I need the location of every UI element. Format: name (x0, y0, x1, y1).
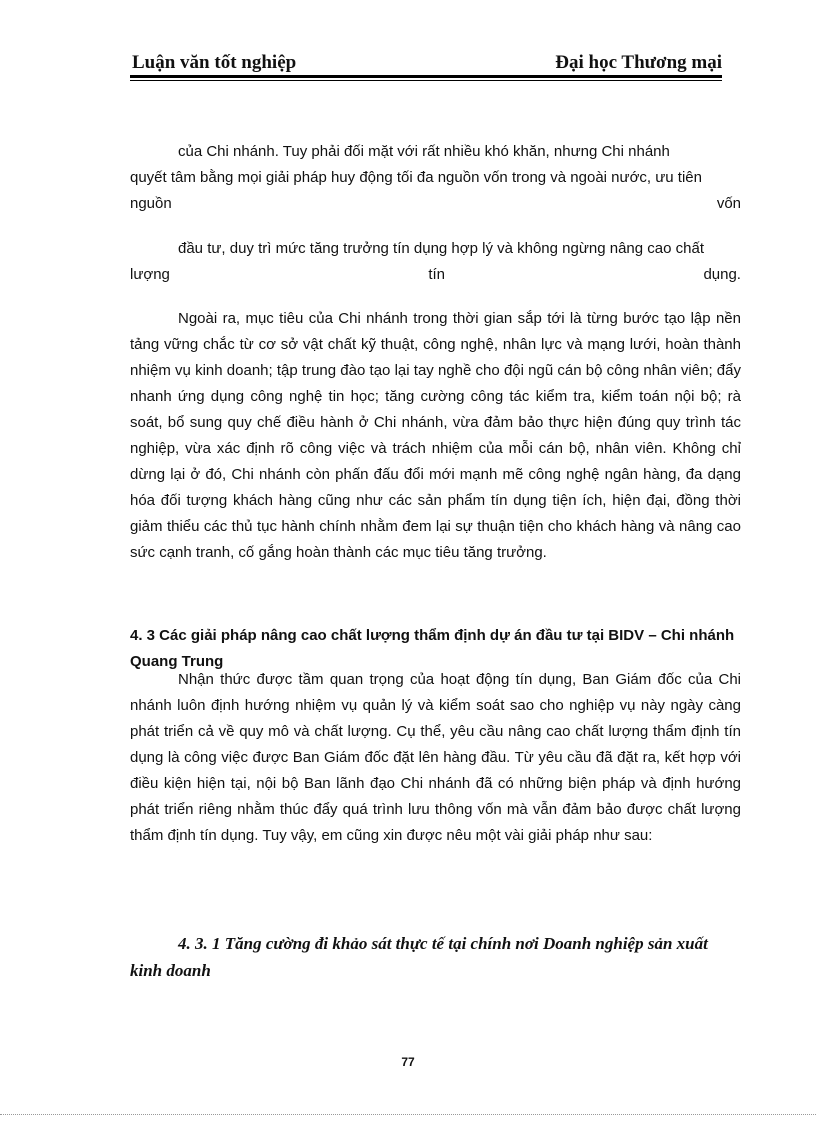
paragraph-2-cont (130, 262, 741, 288)
paragraph-1-line-1: của Chi nhánh. Tuy phải đối mặt với rất nhiều khó khăn, nhưng Chi nhánh (178, 143, 670, 160)
header-rule-thin (130, 80, 722, 81)
word-dung: dụng. (703, 266, 741, 283)
paragraph-3: Ngoài ra, mục tiêu của Chi nhánh trong thời gian sắp tới là từng bước tạo lập nền tảng vững chắc từ cơ sở vật chất kỹ thuật, công nghệ, nhân lực và mạng lưới, hoàn thành nhiệm vụ kinh doanh; tập trung đào tạo lại tay nghề cho đội ngũ cán bộ công nhân viên; đẩy nhanh ứng dụng công nghệ tin học; tăng cường công tác kiểm tra, kiểm toán nội bộ; rà soát, bổ sung quy chế điều hành ở Chi nhánh, vừa đảm bảo thực hiện đúng quy trình tác nghiệp, vừa xác định rõ công việc và trách nhiệm của mỗi cán bộ, nhân viên. Không chỉ dừng lại ở đó, Chi nhánh còn phấn đấu đổi mới mạnh mẽ công nghệ ngân hàng, đa dạng hóa đối tượng khách hàng cũng như các sản phẩm tín dụng tiện ích, hiện đại, đồng thời giảm thiểu các thủ tục hành chính nhằm đem lại sự thuận tiện cho khách hàng và nâng cao sức cạnh tranh, cố gắng hoàn thành các mục tiêu tăng trưởng. (130, 310, 741, 561)
section-heading-4-3: 4. 3 Các giải pháp nâng cao chất lượng thẩm định dự án đầu tư tại BIDV – Chi nhánh Quang Trung (130, 627, 735, 670)
paragraph-1 (178, 139, 741, 165)
paragraph-1-cont (130, 165, 741, 217)
running-header (130, 52, 722, 76)
header-rule (130, 75, 722, 78)
word-luong: lượng (130, 266, 170, 283)
word-nguon: nguồn (130, 195, 172, 212)
paragraph-4: Nhận thức được tầm quan trọng của hoạt động tín dụng, Ban Giám đốc của Chi nhánh luôn định hướng nhiệm vụ quản lý và kiểm soát sao cho nghiệp vụ này ngày càng phát triển cả về quy mô và chất lượng. Cụ thể, yêu cầu nâng cao chất lượng thẩm định tín dụng là công việc được Ban Giám đốc đặt lên hàng đầu. Từ yêu cầu đã đặt ra, kết hợp với điều kiện hiện tại, nội bộ Ban lãnh đạo Chi nhánh đã có những biện pháp và định hướng phát triển riêng nhằm thúc đẩy quá trình lưu thông vốn mà vẫn đảm bảo được chất lượng thẩm định tín dụng. Tuy vậy, em cũng xin được nêu một vài giải pháp như sau: (130, 671, 741, 844)
paragraph-2 (178, 236, 741, 262)
paragraph-2-line-2 (130, 262, 741, 288)
paragraph-1-line-2: quyết tâm bằng mọi giải pháp huy động tối đa nguồn vốn trong và ngoài nước, ưu tiên (130, 169, 702, 186)
header-university-name: Đại học Thương mại (555, 52, 722, 73)
page-number: 77 (401, 1055, 415, 1069)
header-thesis-title: Luận văn tốt nghiệp (132, 52, 297, 73)
paragraph-2-line-1: đầu tư, duy trì mức tăng trưởng tín dụng hợp lý và không ngừng nâng cao chất (178, 240, 704, 257)
word-von: vốn (716, 195, 741, 212)
paragraph-1-line-3 (130, 191, 741, 217)
word-tin: tín (428, 266, 446, 283)
footer-divider (0, 1114, 816, 1115)
subsection-heading-4-3-1: 4. 3. 1 Tăng cường đi khảo sát thực tế tại chính nơi Doanh nghiệp sản xuất kinh doanh (130, 934, 708, 980)
